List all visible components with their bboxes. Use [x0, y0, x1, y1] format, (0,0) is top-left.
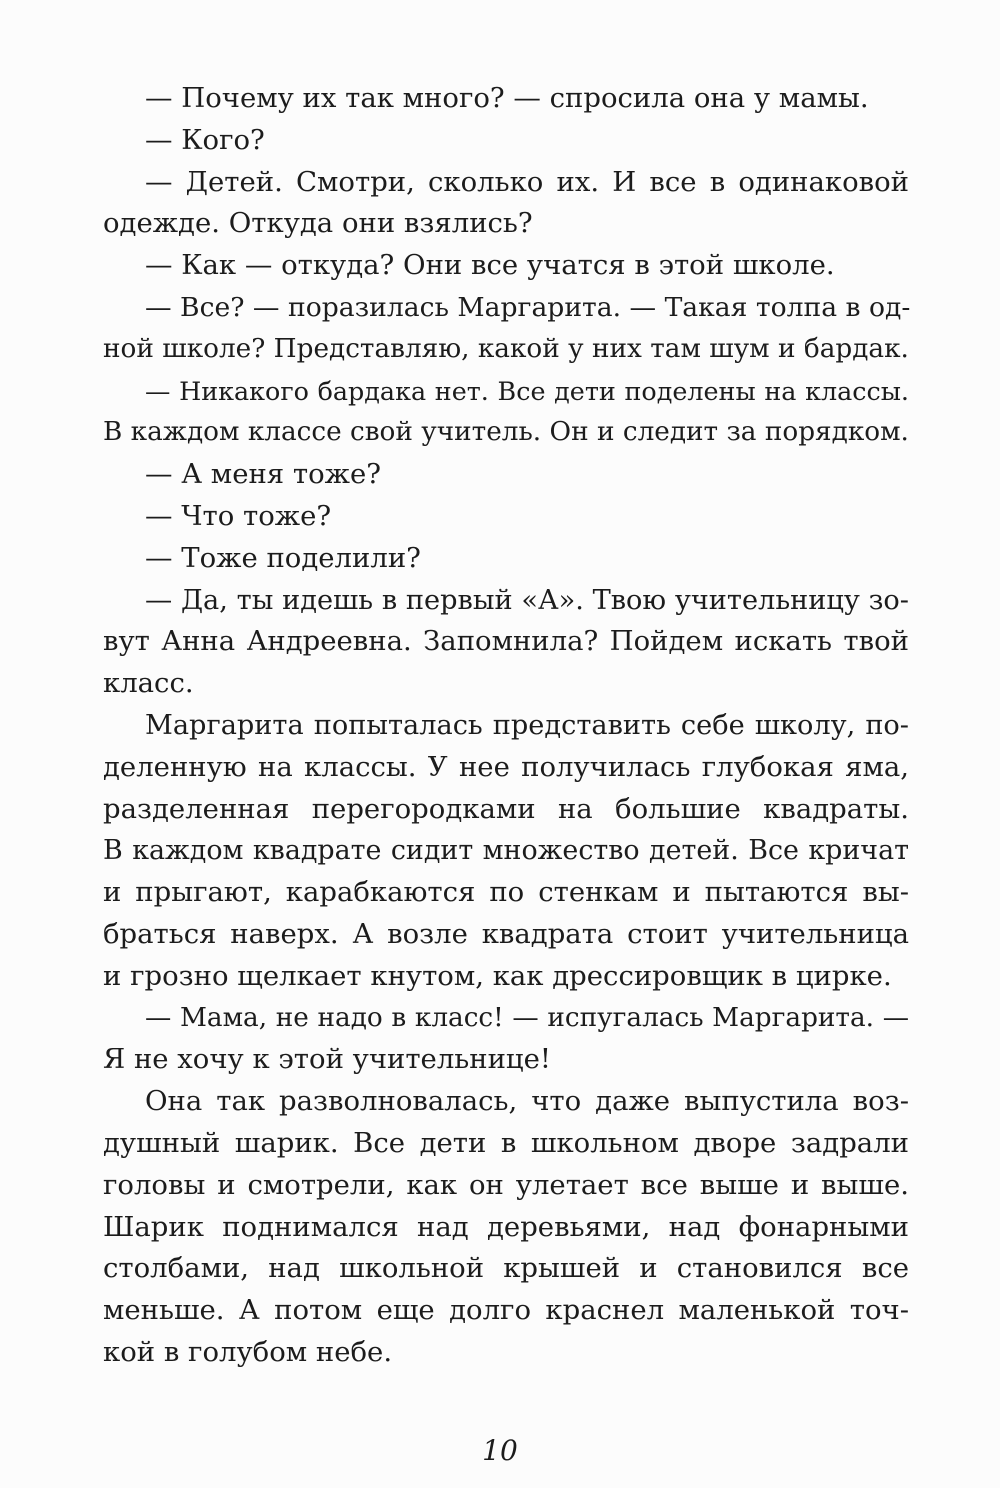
text-line: — Что тоже?	[145, 499, 332, 532]
text-line: ной школе? Представляю, какой у них там шум и бардак.	[103, 333, 909, 364]
text-line: Шарик поднимался над деревьями, над фонарными	[103, 1210, 909, 1243]
text-line: разделенная перегородками на большие квадраты.	[103, 792, 909, 825]
text-line: столбами, над школьной крышей и становился все	[103, 1252, 909, 1285]
text-line: В каждом квадрате сидит множество детей. Все кричат	[103, 835, 909, 867]
text-line: В каждом классе свой учитель. Он и следит за порядком.	[103, 417, 909, 448]
text-line: кой в голубом небе.	[103, 1335, 393, 1368]
text-line: — Никакого бардака нет. Все дети поделены на классы.	[145, 375, 909, 406]
text-line: класс.	[103, 667, 194, 700]
text-line: Она так разволновалась, что даже выпустила воз-	[145, 1085, 909, 1118]
text-line: и грозно щелкает кнутом, как дрессировщик в цирке.	[103, 959, 892, 992]
text-line: — Кого?	[145, 123, 265, 156]
text-line: — Да, ты идешь в первый «А». Твою учительницу зо-	[145, 584, 909, 616]
text-line: — Почему их так много? — спросила она у мамы.	[145, 82, 869, 114]
text-line: вут Анна Андреевна. Запомнила? Пойдем искать твой	[103, 625, 909, 658]
text-line: — А меня тоже?	[145, 458, 381, 491]
text-line: Маргарита попыталась представить себе школу, по-	[145, 709, 909, 741]
text-line: браться наверх. А возле квадрата стоит учительница	[103, 917, 909, 950]
text-line: головы и смотрели, как он улетает все выше и выше.	[103, 1168, 909, 1201]
body-text	[103, 78, 909, 1374]
text-line: и прыгают, карабкаются по стенкам и пытаются вы-	[103, 876, 909, 909]
text-line: меньше. А потом еще долго краснел маленькой точ-	[103, 1294, 909, 1327]
text-line: — Как — откуда? Они все учатся в этой школе.	[145, 249, 835, 282]
text-line: деленную на классы. У нее получилась глубокая яма,	[103, 750, 909, 783]
text-line: — Мама, не надо в класс! — испугалась Маргарита. —	[145, 1002, 909, 1033]
text-line: — Детей. Смотри, сколько их. И все в одинаковой	[145, 165, 909, 198]
text-line: душный шарик. Все дети в школьном дворе задрали	[103, 1126, 909, 1159]
page-number: 10	[482, 1434, 518, 1467]
text-line: — Тоже поделили?	[145, 541, 421, 574]
text-line: — Все? — поразилась Маргарита. — Такая толпа в од-	[145, 291, 911, 323]
text-line: одежде. Откуда они взялись?	[103, 207, 533, 240]
text-line: Я не хочу к этой учительнице!	[103, 1043, 551, 1076]
